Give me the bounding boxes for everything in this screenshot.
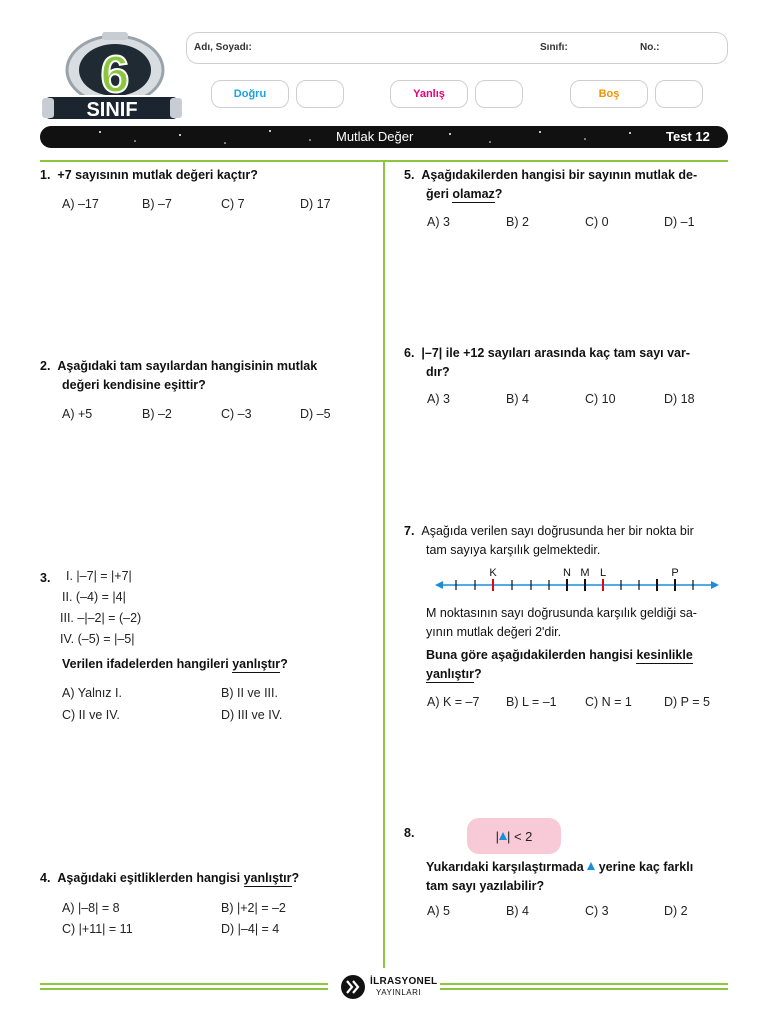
point-label-n: N <box>563 567 571 579</box>
brand-line1: İLRASYONEL <box>370 976 438 987</box>
q6-option-c[interactable]: C) 10 <box>585 392 616 406</box>
q8-option-b[interactable]: B) 4 <box>506 904 529 918</box>
question-number: 6. <box>404 346 415 360</box>
q6-option-a[interactable]: A) 3 <box>427 392 450 406</box>
q8-option-d[interactable]: D) 2 <box>664 904 688 918</box>
point-label-p: P <box>671 567 679 579</box>
question-number: 7. <box>404 524 415 538</box>
question-2-line1: Aşağıdaki tam sayılardan hangisinin mutlak <box>57 359 318 373</box>
underlined-word: yanlıştır <box>243 871 292 885</box>
question-7-info: M noktasının sayı doğrusunda karşılık geldiği sa- yının mutlak değeri 2'dir. <box>426 606 697 639</box>
question-7: 7. Aşağıda verilen sayı doğrusunda her bir nokta bir tam sayıya karşılık gelmektedir. <box>404 524 694 557</box>
q7-option-c[interactable]: C) N = 1 <box>585 695 632 709</box>
empty-count-box[interactable] <box>655 80 703 108</box>
number-label: No.: <box>640 42 660 53</box>
q3-option-d[interactable]: D) III ve IV. <box>221 708 283 722</box>
q8-option-a[interactable]: A) 5 <box>427 904 450 918</box>
q6-option-d[interactable]: D) 18 <box>664 392 695 406</box>
triangle-icon <box>499 832 507 840</box>
q3-statement-2: II. (–4) = |4| <box>62 590 126 604</box>
number-line <box>435 565 720 595</box>
footer-line-right-2 <box>440 988 728 990</box>
correct-count-box[interactable] <box>296 80 344 108</box>
q8-option-c[interactable]: C) 3 <box>585 904 609 918</box>
grade-number: 6 <box>100 46 130 104</box>
q3-option-b[interactable]: B) II ve III. <box>221 686 278 700</box>
question-7-stem: Buna göre aşağıdakilerden hangisi kesinlikle yanlıştır? <box>426 648 693 681</box>
q4-option-a[interactable]: A) |–8| = 8 <box>62 901 120 915</box>
brand-line2: YAYINLARI <box>376 988 422 997</box>
q4-option-b[interactable]: B) |+2| = –2 <box>221 901 286 915</box>
q5-option-b[interactable]: B) 2 <box>506 215 529 229</box>
publisher-logo <box>340 972 438 1002</box>
question-2 <box>40 357 366 395</box>
question-number: 5. <box>404 168 415 182</box>
q1-option-c[interactable]: C) 7 <box>221 197 245 211</box>
question-number: 1. <box>40 168 51 182</box>
q5-option-d[interactable]: D) –1 <box>664 215 695 229</box>
point-label-m: M <box>580 567 590 579</box>
underlined-word: olamaz <box>452 187 495 201</box>
class-label: Sınıfı: <box>540 42 568 53</box>
q2-option-b[interactable]: B) –2 <box>142 407 172 421</box>
test-number: Test 12 <box>666 129 710 144</box>
q2-option-c[interactable]: C) –3 <box>221 407 252 421</box>
question-1 <box>40 166 258 185</box>
title-bar <box>40 126 728 148</box>
question-3-stem: Verilen ifadelerden hangileri yanlıştır? <box>62 657 288 671</box>
q3-statement-4: IV. (–5) = |–5| <box>60 632 135 646</box>
q4-option-c[interactable]: C) |+11| = 11 <box>62 922 133 936</box>
question-5: 5. Aşağıdakilerden hangisi bir sayının mutlak de- ğeri olamaz? <box>404 168 698 201</box>
correct-label: Doğru <box>211 80 289 108</box>
question-number: 2. <box>40 359 51 373</box>
empty-label: Boş <box>570 80 648 108</box>
question-6: 6. |–7| ile +12 sayıları arasında kaç tam sayı var- dır? <box>404 346 691 379</box>
footer-line-left <box>40 983 328 985</box>
name-label: Adı, Soyadı: <box>194 42 252 53</box>
q3-option-a[interactable]: A) Yalnız I. <box>62 686 122 700</box>
q1-option-a[interactable]: A) –17 <box>62 197 99 211</box>
column-divider <box>383 162 385 968</box>
q3-statement-1: I. |–7| = |+7| <box>66 569 132 583</box>
question-1-text: +7 sayısının mutlak değeri kaçtır? <box>57 168 258 182</box>
underlined-word: yanlıştır <box>426 667 474 681</box>
q1-option-b[interactable]: B) –7 <box>142 197 172 211</box>
q3-statement-3: III. –|–2| = (–2) <box>60 611 142 625</box>
q5-option-c[interactable]: C) 0 <box>585 215 609 229</box>
q7-option-a[interactable]: A) K = –7 <box>427 695 480 709</box>
point-label-k: K <box>489 567 497 579</box>
q2-option-d[interactable]: D) –5 <box>300 407 331 421</box>
q7-option-d[interactable]: D) P = 5 <box>664 695 710 709</box>
question-8-stem: Yukarıdaki karşılaştırmada yerine kaç farklı tam sayı yazılabilir? <box>426 860 694 893</box>
q7-option-b[interactable]: B) L = –1 <box>506 695 557 709</box>
comparison-box: | | < 2 <box>467 818 561 854</box>
q1-option-d[interactable]: D) 17 <box>300 197 331 211</box>
q6-option-b[interactable]: B) 4 <box>506 392 529 406</box>
question-2-line2: değeri kendisine eşittir? <box>62 378 206 392</box>
q3-option-c[interactable]: C) II ve IV. <box>62 708 120 722</box>
wrong-count-box[interactable] <box>475 80 523 108</box>
question-4: 4. Aşağıdaki eşitliklerden hangisi yanlıştır? <box>40 871 300 885</box>
topic-title: Mutlak Değer <box>336 129 414 144</box>
footer-line-left-2 <box>40 988 328 990</box>
question-number: 4. <box>40 871 51 885</box>
publisher-mark-icon <box>340 974 366 1000</box>
wrong-label: Yanlış <box>390 80 468 108</box>
question-8-number: 8. <box>404 826 415 840</box>
underlined-word: yanlıştır <box>232 657 281 671</box>
underlined-word: kesinlikle <box>636 648 693 662</box>
q5-option-a[interactable]: A) 3 <box>427 215 450 229</box>
question-3-number: 3. <box>40 571 51 585</box>
grade-badge-logo <box>40 30 190 125</box>
point-label-l: L <box>599 567 607 579</box>
q2-option-a[interactable]: A) +5 <box>62 407 93 421</box>
q4-option-d[interactable]: D) |–4| = 4 <box>221 922 280 936</box>
footer-line-right <box>440 983 728 985</box>
grade-label: SINIF <box>86 99 138 121</box>
